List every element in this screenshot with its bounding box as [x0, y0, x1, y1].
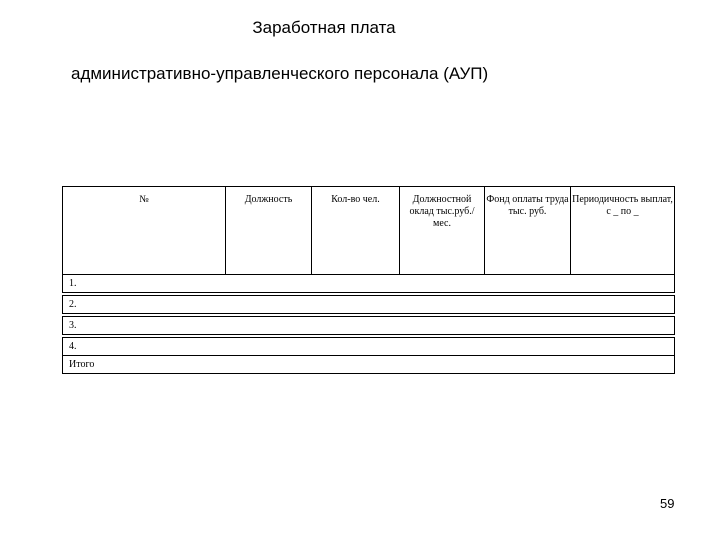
table-header-row: [63, 187, 675, 275]
page-subtitle: административно-управленческого персонала (АУП): [71, 64, 489, 83]
header-payroll-fund: Фонд оплаты труда тыс. руб.: [485, 187, 571, 275]
salary-table: [62, 186, 675, 374]
page-number: 59: [660, 496, 675, 511]
table-row: [63, 338, 675, 356]
header-number: №: [63, 187, 226, 275]
header-headcount: Кол-во чел.: [312, 187, 400, 275]
header-payment-period: Периодичность выплат, с _ по _: [571, 187, 675, 275]
row-label: Итого: [63, 356, 675, 374]
row-label: 2.: [63, 296, 675, 314]
row-label: 1.: [63, 275, 675, 293]
table-row: [63, 275, 675, 293]
header-salary: Должностной оклад тыс.руб./ мес.: [400, 187, 485, 275]
page-title: Заработная плата: [252, 18, 396, 37]
table-row: [63, 296, 675, 314]
header-position: Должность: [226, 187, 312, 275]
table-row: [63, 317, 675, 335]
row-label: 4.: [63, 338, 675, 356]
row-label: 3.: [63, 317, 675, 335]
table-row-total: [63, 356, 675, 374]
